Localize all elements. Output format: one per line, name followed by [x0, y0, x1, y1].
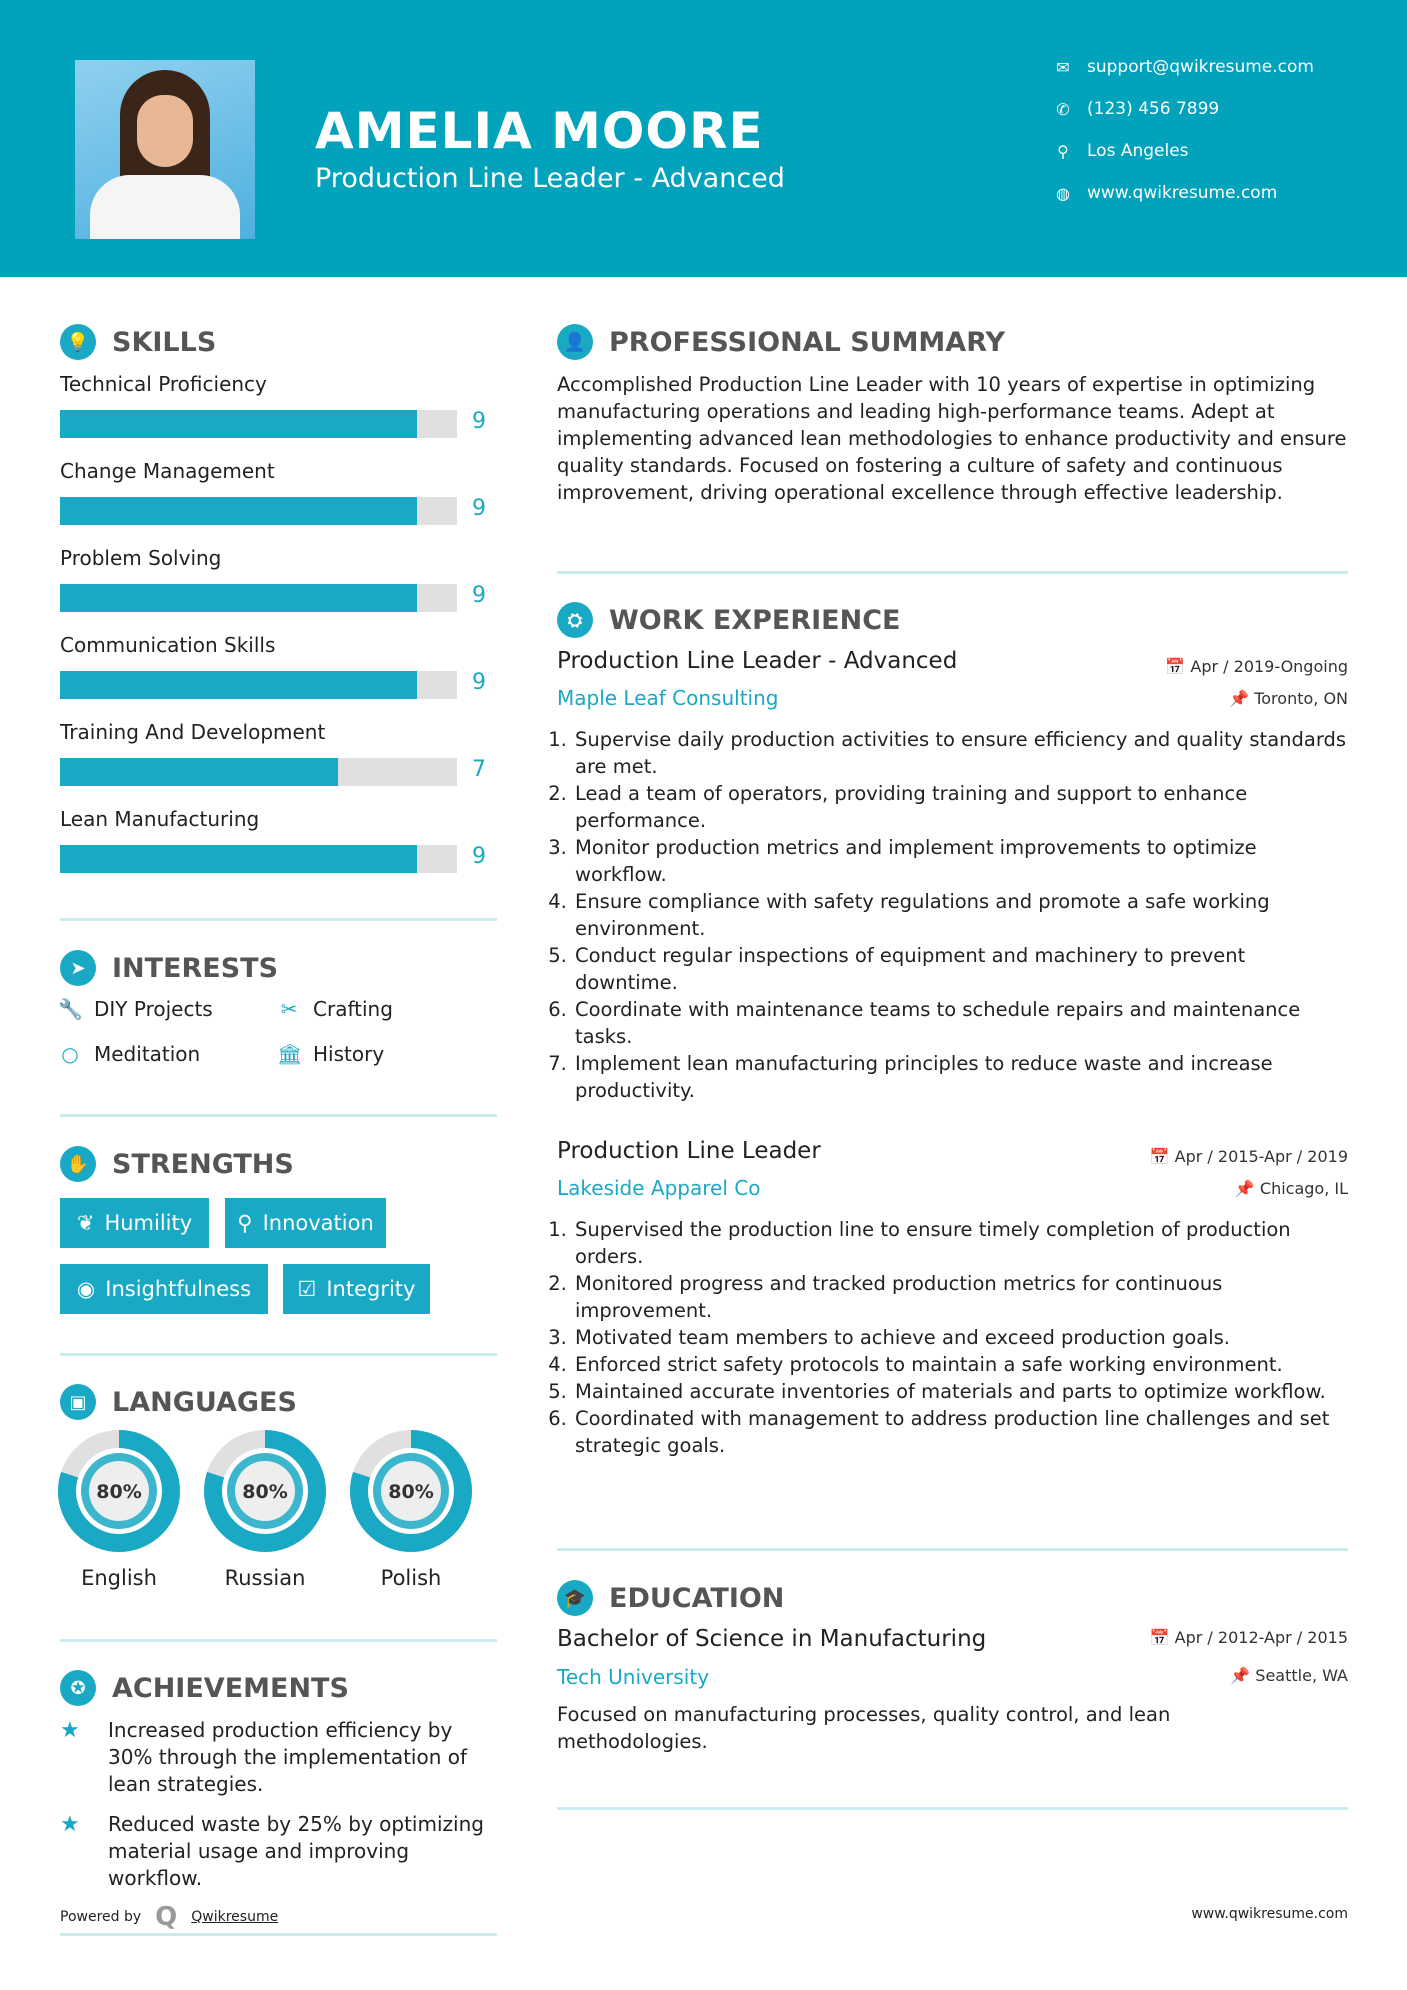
job-dates: 📅 Apr / 2015-Apr / 2019 [1149, 1147, 1348, 1166]
strength-badge: ◉ Insightfulness [60, 1264, 268, 1314]
profile-photo [75, 60, 255, 239]
skill-bar [60, 584, 457, 612]
skill-bar [60, 671, 457, 699]
duty-item: 2. Monitored progress and tracked production metrics for continuous improvement. [573, 1270, 1350, 1324]
calendar-icon: 📅 [1165, 657, 1191, 676]
language-percent: 80% [96, 1481, 142, 1503]
divider [60, 1353, 497, 1356]
footer-website[interactable]: www.qwikresume.com [1191, 1906, 1348, 1922]
contact-email[interactable]: ✉ support@qwikresume.com [1053, 57, 1314, 77]
pin-icon: 📌 [1229, 689, 1255, 708]
skill-bar-fill [60, 410, 417, 438]
achievement-item: ★ Reduced waste by 25% by optimizing material usage and improving workflow. [60, 1812, 484, 1890]
language-label: Polish [380, 1566, 442, 1590]
duty-item: 1. Supervise daily production activities to ensure efficiency and quality standards are met. [573, 726, 1350, 780]
check-square-icon: ☑ [297, 1277, 317, 1301]
interest-item: ✂ Crafting [277, 997, 393, 1021]
leaf-icon: ❦ [76, 1211, 95, 1235]
divider [60, 1933, 497, 1936]
language-donut [203, 1429, 327, 1553]
map-pin-icon: ⚲ [1057, 141, 1069, 161]
company-name: Lakeside Apparel Co [557, 1176, 761, 1200]
education-heading: 🎓 EDUCATION [557, 1580, 784, 1616]
school: Tech University [557, 1665, 710, 1689]
skill-bar-fill [60, 845, 417, 873]
paper-plane-icon: ➤ [60, 950, 96, 986]
duty-item: 2. Lead a team of operators, providing training and support to enhance performance. [573, 780, 1350, 834]
duty-item: 4. Enforced strict safety protocols to maintain a safe working environment. [573, 1351, 1350, 1378]
skill-value: 9 [472, 496, 486, 521]
eye-icon: ◉ [76, 1277, 96, 1301]
job-title: Production Line Leader [557, 1138, 821, 1164]
degree: Bachelor of Science in Manufacturing [557, 1626, 987, 1652]
strength-badge: ☑ Integrity [283, 1264, 430, 1314]
interest-item: 🔧 DIY Projects [58, 997, 213, 1021]
interest-item: 🏛 History [277, 1042, 385, 1066]
wrench-icon: 🔧 [58, 997, 83, 1021]
strengths-heading: ✋ STRENGTHS [60, 1146, 294, 1182]
language-icon: ▣ [60, 1384, 96, 1420]
divider [60, 1114, 497, 1117]
contact-location: ⚲ Los Angeles [1053, 141, 1189, 161]
summary-heading: 👤 PROFESSIONAL SUMMARY [557, 324, 1005, 360]
language-percent: 80% [388, 1481, 434, 1503]
skill-bar [60, 410, 457, 438]
envelope-icon: ✉ [1056, 57, 1070, 77]
job-location: 📌 Toronto, ON [1229, 689, 1348, 708]
divider [557, 571, 1348, 574]
strength-badge: ⚲ Innovation [225, 1198, 386, 1248]
achievements-heading: ✪ ACHIEVEMENTS [60, 1670, 349, 1706]
interests-heading: ➤ INTERESTS [60, 950, 278, 986]
skill-label: Training And Development [60, 720, 326, 744]
language-label: Russian [224, 1566, 306, 1590]
duty-item: 5. Conduct regular inspections of equipment and machinery to prevent downtime. [573, 942, 1350, 996]
duties-list [555, 726, 1350, 1104]
skill-bar-fill [60, 758, 338, 786]
job-title: Production Line Leader - Advanced [557, 648, 958, 674]
skill-value: 9 [472, 583, 486, 608]
job-dates: 📅 Apr / 2019-Ongoing [1165, 657, 1348, 676]
circle-icon: ○ [61, 1042, 79, 1066]
skill-value: 9 [472, 409, 486, 434]
calendar-icon: 📅 [1149, 1147, 1175, 1166]
duty-item: 6. Coordinated with management to address production line challenges and set strategic goals. [573, 1405, 1350, 1459]
summary-text: Accomplished Production Line Leader with 10 years of expertise in optimizing manufacturing operations and leading high-performance teams. Adept at implementing advanced lean methodologies to enhance productivity and ensure quality standards. Focused on fostering a culture of safety and continuous improvement, driving operational excellence through effective leadership. [557, 373, 1347, 504]
contact-phone: ✆ (123) 456 7899 [1053, 99, 1219, 119]
powered-by: Powered by Q Qwikresume [60, 1902, 279, 1932]
skill-label: Problem Solving [60, 546, 222, 570]
contact-website[interactable]: ◍ www.qwikresume.com [1053, 183, 1277, 203]
skills-heading: 💡 SKILLS [60, 324, 216, 360]
divider [60, 918, 497, 921]
skill-value: 7 [472, 757, 486, 782]
duty-item: 3. Monitor production metrics and implement improvements to optimize workflow. [573, 834, 1350, 888]
company-name: Maple Leaf Consulting [557, 686, 779, 710]
phone-icon: ✆ [1056, 99, 1070, 119]
skill-value: 9 [472, 670, 486, 695]
language-donut [57, 1429, 181, 1553]
hand-icon: ✋ [60, 1146, 96, 1182]
skill-label: Change Management [60, 459, 275, 483]
divider [557, 1548, 1348, 1551]
duty-item: 4. Ensure compliance with safety regulations and promote a safe working environment. [573, 888, 1350, 942]
duty-item: 6. Coordinate with maintenance teams to schedule repairs and maintenance tasks. [573, 996, 1350, 1050]
languages-heading: ▣ LANGUAGES [60, 1384, 297, 1420]
interest-item: ○ Meditation [58, 1042, 200, 1066]
skill-bar-fill [60, 584, 417, 612]
strength-badge: ❦ Humility [60, 1198, 209, 1248]
skill-bar [60, 497, 457, 525]
lightbulb-icon: ⚲ [237, 1211, 253, 1235]
skill-label: Technical Proficiency [60, 372, 267, 396]
graduation-icon: 🎓 [557, 1580, 593, 1616]
pin-icon: 📌 [1230, 1666, 1256, 1685]
star-icon: ✪ [60, 1670, 96, 1706]
skill-bar-fill [60, 671, 417, 699]
qwikresume-logo-icon: Q [155, 1902, 178, 1932]
skill-bar [60, 758, 457, 786]
briefcase-icon: ⛭ [557, 602, 593, 638]
scissors-icon: ✂ [280, 997, 298, 1021]
duty-item: 1. Supervised the production line to ensure timely completion of production orders. [573, 1216, 1350, 1270]
experience-heading: ⛭ WORK EXPERIENCE [557, 602, 900, 638]
job-location: 📌 Chicago, IL [1234, 1179, 1348, 1198]
achievement-item: ★ Increased production efficiency by 30% through the implementation of lean strategies. [60, 1718, 468, 1796]
candidate-title: Production Line Leader - Advanced [315, 163, 785, 194]
candidate-name: AMELIA MOORE [315, 102, 764, 160]
skill-label: Communication Skills [60, 633, 276, 657]
star-icon: ★ [60, 1718, 80, 1743]
divider [60, 1639, 497, 1642]
duty-item: 3. Motivated team members to achieve and exceed production goals. [573, 1324, 1350, 1351]
duties-list [555, 1216, 1350, 1459]
skill-label: Lean Manufacturing [60, 807, 260, 831]
globe-icon: ◍ [1056, 183, 1070, 203]
education-description: Focused on manufacturing processes, quality control, and lean methodologies. [557, 1703, 1171, 1753]
skill-bar-fill [60, 497, 417, 525]
qwikresume-link[interactable]: Qwikresume [191, 1909, 279, 1925]
language-percent: 80% [242, 1481, 288, 1503]
language-label: English [81, 1566, 157, 1590]
divider [557, 1807, 1348, 1810]
education-dates: 📅 Apr / 2012-Apr / 2015 [1149, 1628, 1348, 1647]
duty-item: 5. Maintained accurate inventories of materials and parts to optimize workflow. [573, 1378, 1350, 1405]
lightbulb-icon: 💡 [60, 324, 96, 360]
education-location: 📌 Seattle, WA [1230, 1666, 1348, 1685]
user-icon: 👤 [557, 324, 593, 360]
star-icon: ★ [60, 1812, 80, 1837]
skill-bar [60, 845, 457, 873]
language-donut [349, 1429, 473, 1553]
duty-item: 7. Implement lean manufacturing principles to reduce waste and increase productivity. [573, 1050, 1350, 1104]
skill-value: 9 [472, 844, 486, 869]
pin-icon: 📌 [1234, 1179, 1260, 1198]
museum-icon: 🏛 [277, 1042, 303, 1066]
calendar-icon: 📅 [1149, 1628, 1175, 1647]
